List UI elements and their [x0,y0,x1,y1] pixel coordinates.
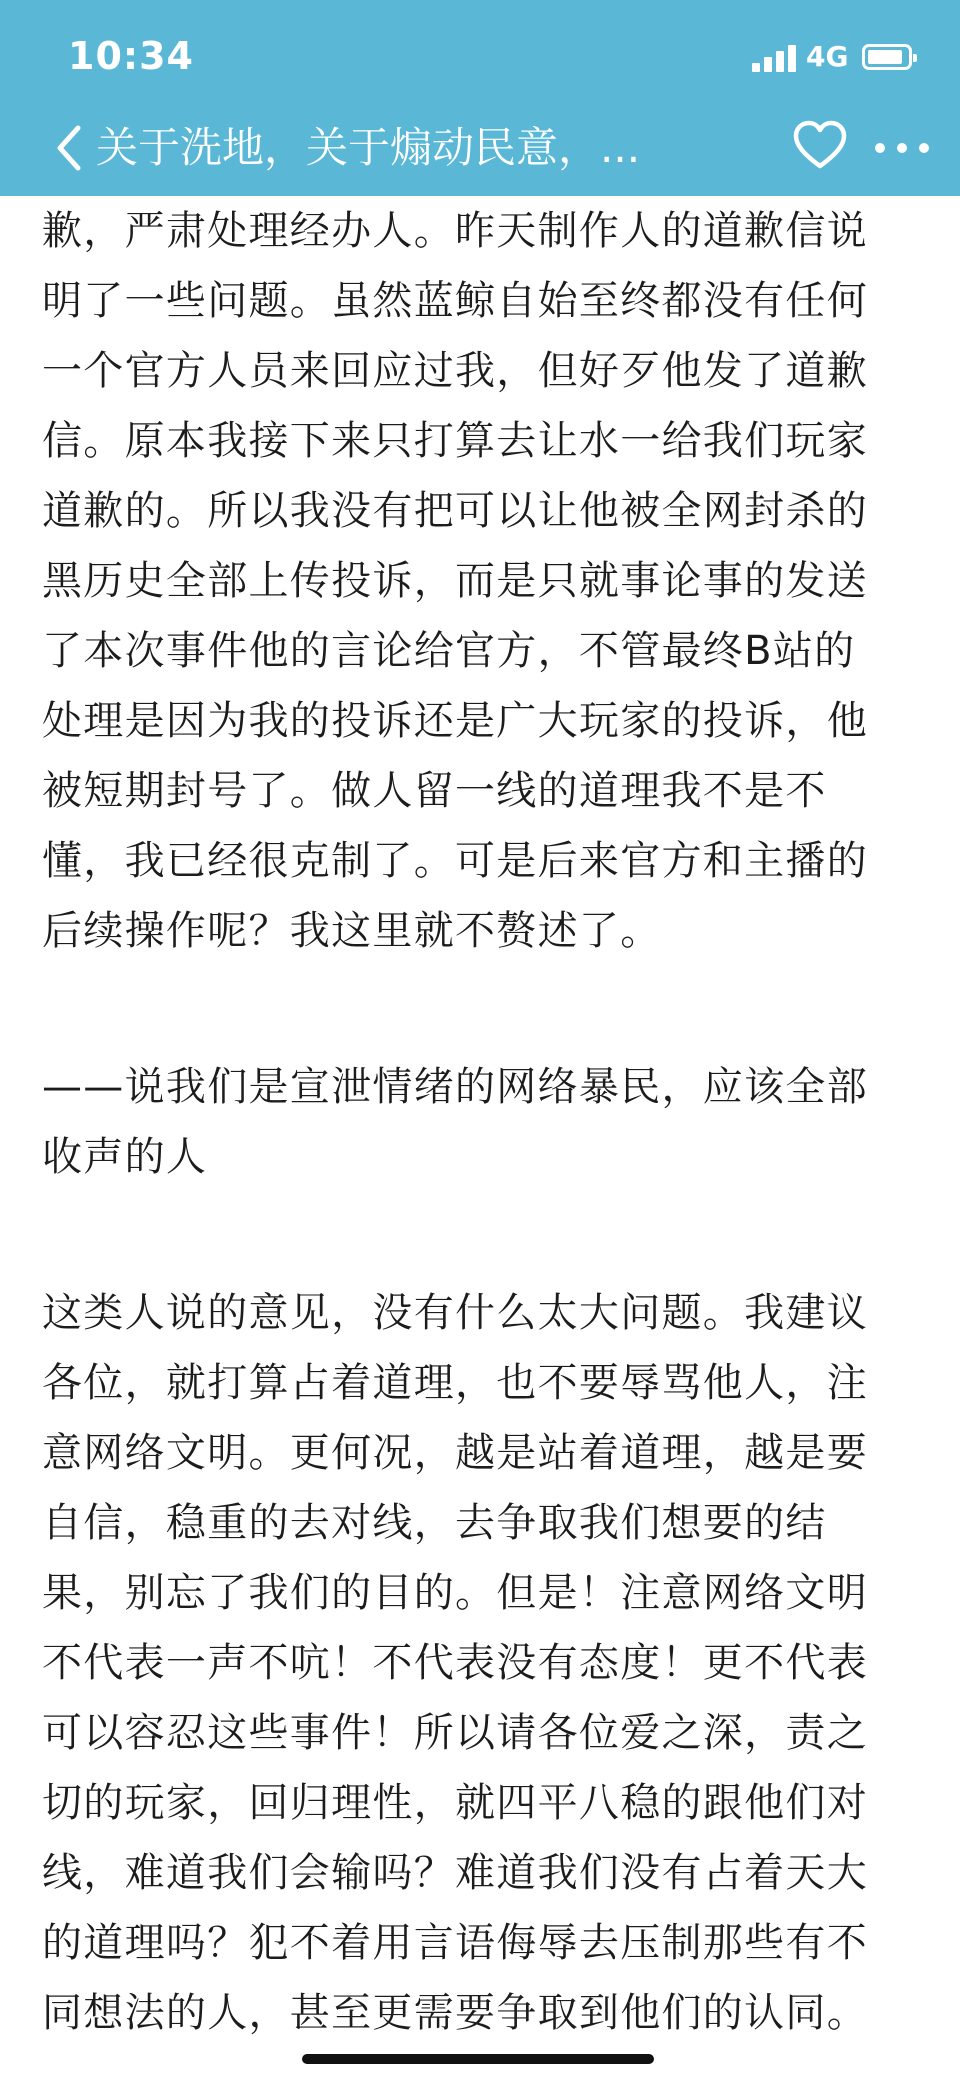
battery-icon [862,44,912,70]
article-body [42,196,922,2048]
status-time: 10:34 [68,34,194,78]
status-bar [0,0,960,100]
navigation-bar [0,100,960,196]
heart-icon[interactable] [792,118,848,174]
signal-icon [752,44,798,72]
top-bar [0,0,960,196]
more-icon[interactable] [872,120,932,176]
network-type: 4G [806,40,849,73]
back-arrow-icon[interactable] [48,118,92,178]
page-title: 关于洗地，关于煽动民意，... [96,123,641,172]
article-paragraph: ——说我们是宣泄情绪的网络暴民，应该全部 收声的人 [42,1064,868,1180]
home-indicator[interactable] [302,2054,654,2064]
article-paragraph: 这类人说的意见，没有什么太大问题。我建议 各位，就打算占着道理，也不要辱骂他人，注 意网络文明。更何况，越是站着道理，越是要 自信，稳重的去对线，去争取我们想要的结 果，别忘了我们的目的。但是！注意网络文明 不代表一声不吭！不代表没有态度！更不代表 可以容忍这些事件！所以请各位爱之深，责之 切的玩家，回归理性，就四平八稳的跟他们对 线，难道我们会输吗？难道我们没有占着天大 的道理吗？犯不着用言语侮辱去压制那些有不 同想法的人，甚至更需要争取到他们的认同。 [42,1290,868,2036]
article-paragraph: 歉，严肃处理经办人。昨天制作人的道歉信说 明了一些问题。虽然蓝鲸自始至终都没有任何 一个官方人员来回应过我，但好歹他发了道歉 信。原本我接下来只打算去让水一给我们玩家 道歉的。所以我没有把可以让他被全网封杀的 黑历史全部上传投诉，而是只就事论事的发送 了本次事件他的言论给官方，不管最终B站的 处理是因为我的投诉还是广大玩家的投诉，他 被短期封号了。做人留一线的道理我不是不 懂，我已经很克制了。可是后来官方和主播的 后续操作呢？我这里就不赘述了。 [42,208,868,954]
